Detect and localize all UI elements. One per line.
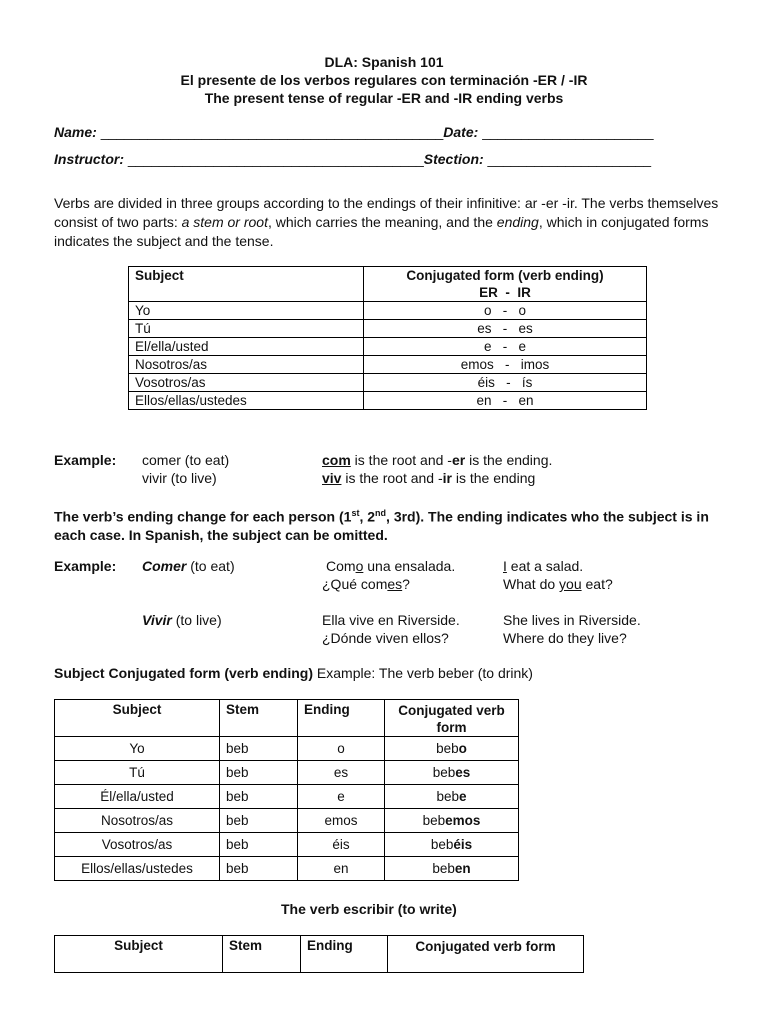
example1-verb1: comer (to eat) bbox=[142, 452, 230, 468]
table-row: Ellos/ellas/ustedes beb en beben bbox=[55, 857, 519, 881]
name-date-row bbox=[54, 124, 653, 140]
table-header-row bbox=[129, 267, 647, 302]
row-subject: El/ella/usted bbox=[129, 338, 364, 356]
example1-verb2: vivir (to live) bbox=[142, 470, 217, 486]
row-subject: Vosotros/as bbox=[129, 374, 364, 392]
instructor-field[interactable]: ______________________________________ bbox=[127, 151, 424, 167]
header-subject: Subject bbox=[55, 700, 220, 737]
example2-comer: Comer (to eat) bbox=[142, 558, 235, 574]
row-endings: es - es bbox=[364, 320, 647, 338]
table-row bbox=[129, 374, 647, 392]
example2-sentence1: Como una ensalada. bbox=[326, 558, 456, 574]
row-endings: e - e bbox=[364, 338, 647, 356]
row-subject: Ellos/ellas/ustedes bbox=[129, 392, 364, 410]
example2-sentence2: ¿Qué comes? bbox=[322, 576, 410, 592]
table-row bbox=[129, 302, 647, 320]
header-ending: Ending bbox=[301, 936, 388, 973]
row-endings: éis - ís bbox=[364, 374, 647, 392]
row-subject: Tú bbox=[129, 320, 364, 338]
table-row bbox=[129, 392, 647, 410]
intro-text-2: , which carries the meaning, and the bbox=[267, 214, 497, 230]
row-subject: Nosotros/as bbox=[129, 356, 364, 374]
table-row: Yo beb o bebo bbox=[55, 737, 519, 761]
example2-english4: Where do they live? bbox=[503, 630, 627, 646]
header-ending: Ending bbox=[298, 700, 385, 737]
row-endings: en - en bbox=[364, 392, 647, 410]
intro-text-1: Verbs are divided in three groups according to the endings of their infinitive: ar -er -ir. The verbs themselves consist of two parts: bbox=[54, 195, 719, 230]
example2-english1: I eat a salad. bbox=[503, 558, 584, 574]
table-header-row bbox=[55, 700, 519, 737]
example2-vivir: Vivir (to live) bbox=[142, 612, 222, 628]
example2-english2: What do you eat? bbox=[503, 576, 613, 592]
instructor-section-row bbox=[54, 151, 651, 167]
date-field[interactable]: ______________________ bbox=[482, 124, 654, 140]
intro-paragraph bbox=[54, 194, 724, 251]
row-subject: Yo bbox=[129, 302, 364, 320]
example1-root-line2: viv is the root and -ir is the ending bbox=[322, 470, 536, 486]
name-field[interactable]: ____________________________________________ bbox=[100, 124, 444, 140]
header-conjugated-form bbox=[364, 267, 647, 302]
example1-label: Example: bbox=[54, 452, 117, 468]
header-form-text: Conjugated form (verb ending) bbox=[406, 268, 604, 283]
section-field[interactable]: _____________________ bbox=[487, 151, 652, 167]
table-row: Tú beb es bebes bbox=[55, 761, 519, 785]
header-subject: Subject bbox=[55, 936, 223, 973]
header-conjugated: Conjugated verb form bbox=[388, 936, 584, 973]
table-row: Vosotros/as beb éis bebéis bbox=[55, 833, 519, 857]
example1-root-line1: com is the root and -er is the ending. bbox=[322, 452, 553, 468]
intro-ending-word: ending bbox=[496, 214, 539, 230]
escribir-table bbox=[54, 935, 584, 973]
name-label: Name: bbox=[54, 124, 97, 140]
table-row bbox=[129, 320, 647, 338]
date-label: Date: bbox=[443, 124, 479, 140]
intro-text-3: , which in conjugated forms indicates the subject and the tense. bbox=[54, 214, 709, 249]
row-endings: emos - imos bbox=[364, 356, 647, 374]
header-conjugated: Conjugated verb form bbox=[385, 700, 519, 737]
example2-english3: She lives in Riverside. bbox=[503, 612, 641, 628]
table-row: Él/ella/usted beb e bebe bbox=[55, 785, 519, 809]
intro-stem-phrase: a stem or root bbox=[181, 214, 268, 230]
header-subject: Subject bbox=[129, 267, 364, 302]
header-stem: Stem bbox=[223, 936, 301, 973]
example2-label: Example: bbox=[54, 558, 117, 574]
escribir-heading: The verb escribir (to write) bbox=[281, 901, 457, 917]
row-endings: o - o bbox=[364, 302, 647, 320]
endings-table bbox=[128, 266, 647, 410]
ending-note: The verb’s ending change for each person (1st, 2nd, 3rd). The ending indicates who the subject is in each case. In Spanish, the subject can be omitted. bbox=[54, 508, 709, 543]
instructor-label: Instructor: bbox=[54, 151, 124, 167]
table-header-row bbox=[55, 936, 584, 973]
beber-table bbox=[54, 699, 519, 881]
beber-heading: Subject Conjugated form (verb ending) Example: The verb beber (to drink) bbox=[54, 665, 533, 681]
header-er-ir: ER - IR bbox=[479, 285, 531, 300]
table-row: Nosotros/as beb emos bebemos bbox=[55, 809, 519, 833]
doc-title-line1: DLA: Spanish 101 bbox=[324, 54, 444, 70]
example2-sentence4: ¿Dónde viven ellos? bbox=[322, 630, 449, 646]
doc-title-line3: The present tense of regular -ER and -IR ending verbs bbox=[204, 90, 564, 106]
doc-title-line2: El presente de los verbos regulares con terminación -ER / -IR bbox=[180, 72, 588, 88]
table-row bbox=[129, 338, 647, 356]
section-label: Stection: bbox=[423, 151, 484, 167]
header-stem: Stem bbox=[220, 700, 298, 737]
example2-sentence3: Ella vive en Riverside. bbox=[322, 612, 460, 628]
table-row bbox=[129, 356, 647, 374]
